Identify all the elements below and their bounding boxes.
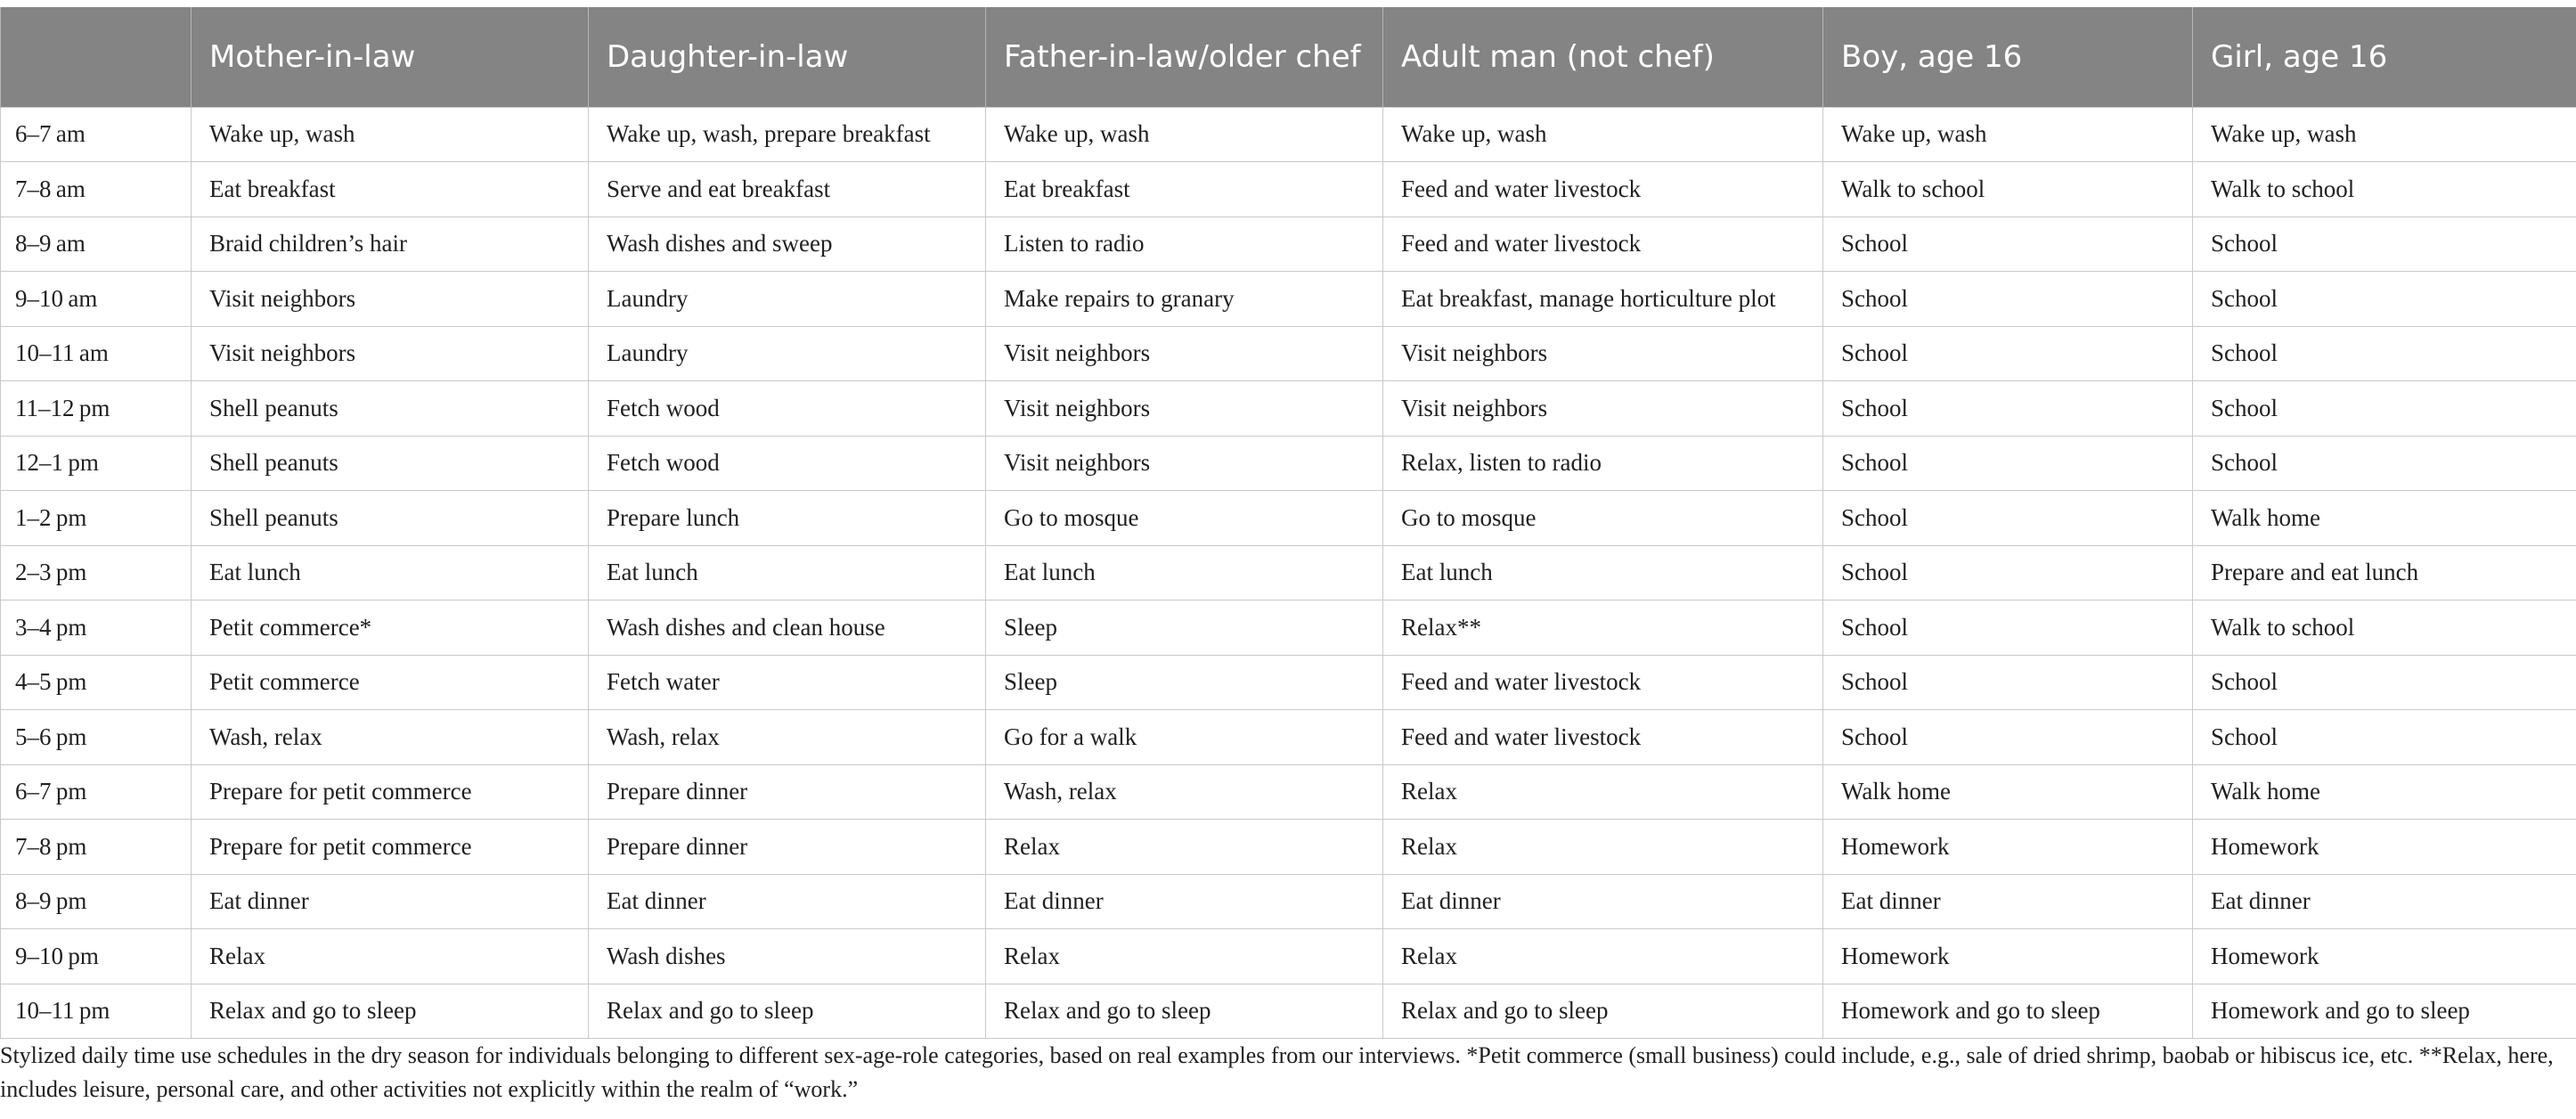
- girl-16-cell: Homework: [2193, 820, 2576, 875]
- girl-16-cell: Eat dinner: [2193, 874, 2576, 929]
- girl-16-cell: Homework and go to sleep: [2193, 984, 2576, 1039]
- daughter-in-law-cell: Prepare lunch: [589, 491, 986, 546]
- time-slot-cell: 9–10 am: [1, 272, 192, 327]
- daughter-in-law-cell: Laundry: [589, 326, 986, 381]
- adult-man-cell: Relax: [1383, 929, 1823, 984]
- daughter-in-law-cell: Prepare dinner: [589, 764, 986, 820]
- girl-16-cell: School: [2193, 216, 2576, 272]
- adult-man-cell: Visit neighbors: [1383, 381, 1823, 437]
- daughter-in-law-cell: Fetch wood: [589, 381, 986, 437]
- boy-16-cell: School: [1823, 545, 2193, 600]
- table-row: [1, 984, 2576, 1039]
- header-girl-16: Girl, age 16: [2193, 7, 2576, 107]
- daughter-in-law-cell: Eat dinner: [589, 874, 986, 929]
- time-slot-cell: 8–9 pm: [1, 874, 192, 929]
- mother-in-law-cell: Relax and go to sleep: [192, 984, 589, 1039]
- time-slot-cell: 10–11 am: [1, 326, 192, 381]
- boy-16-cell: School: [1823, 436, 2193, 491]
- header-mother-in-law: Mother-in-law: [192, 7, 589, 107]
- table-row: [1, 107, 2576, 162]
- father-in-law-cell: Sleep: [986, 655, 1383, 710]
- father-in-law-cell: Visit neighbors: [986, 436, 1383, 491]
- girl-16-cell: Wake up, wash: [2193, 107, 2576, 162]
- table-row: [1, 491, 2576, 546]
- mother-in-law-cell: Shell peanuts: [192, 491, 589, 546]
- mother-in-law-cell: Braid children’s hair: [192, 216, 589, 272]
- adult-man-cell: Relax, listen to radio: [1383, 436, 1823, 491]
- father-in-law-cell: Go to mosque: [986, 491, 1383, 546]
- mother-in-law-cell: Visit neighbors: [192, 272, 589, 327]
- mother-in-law-cell: Prepare for petit commerce: [192, 764, 589, 820]
- girl-16-cell: Walk home: [2193, 491, 2576, 546]
- time-slot-cell: 7–8 pm: [1, 820, 192, 875]
- boy-16-cell: Homework: [1823, 820, 2193, 875]
- table-row: [1, 820, 2576, 875]
- girl-16-cell: Walk home: [2193, 764, 2576, 820]
- table-row: [1, 764, 2576, 820]
- time-slot-cell: 12–1 pm: [1, 436, 192, 491]
- mother-in-law-cell: Shell peanuts: [192, 436, 589, 491]
- table-row: [1, 381, 2576, 437]
- mother-in-law-cell: Eat breakfast: [192, 162, 589, 217]
- girl-16-cell: Prepare and eat lunch: [2193, 545, 2576, 600]
- daughter-in-law-cell: Serve and eat breakfast: [589, 162, 986, 217]
- father-in-law-cell: Wash, relax: [986, 764, 1383, 820]
- father-in-law-cell: Sleep: [986, 600, 1383, 656]
- mother-in-law-cell: Eat dinner: [192, 874, 589, 929]
- boy-16-cell: School: [1823, 710, 2193, 765]
- table-row: [1, 436, 2576, 491]
- boy-16-cell: School: [1823, 272, 2193, 327]
- boy-16-cell: School: [1823, 655, 2193, 710]
- table-row: [1, 655, 2576, 710]
- father-in-law-cell: Relax and go to sleep: [986, 984, 1383, 1039]
- header-father-in-law: Father-in-law/older chef: [986, 7, 1383, 107]
- father-in-law-cell: Go for a walk: [986, 710, 1383, 765]
- father-in-law-cell: Listen to radio: [986, 216, 1383, 272]
- mother-in-law-cell: Prepare for petit commerce: [192, 820, 589, 875]
- table-row: [1, 272, 2576, 327]
- adult-man-cell: Feed and water livestock: [1383, 216, 1823, 272]
- girl-16-cell: School: [2193, 272, 2576, 327]
- adult-man-cell: Eat breakfast, manage horticulture plot: [1383, 272, 1823, 327]
- boy-16-cell: Homework: [1823, 929, 2193, 984]
- table-row: [1, 162, 2576, 217]
- header-adult-man: Adult man (not chef): [1383, 7, 1823, 107]
- father-in-law-cell: Relax: [986, 929, 1383, 984]
- girl-16-cell: School: [2193, 655, 2576, 710]
- time-use-table: [0, 7, 2576, 1039]
- girl-16-cell: Walk to school: [2193, 600, 2576, 656]
- adult-man-cell: Feed and water livestock: [1383, 655, 1823, 710]
- girl-16-cell: School: [2193, 381, 2576, 437]
- girl-16-cell: School: [2193, 326, 2576, 381]
- adult-man-cell: Relax**: [1383, 600, 1823, 656]
- time-slot-cell: 5–6 pm: [1, 710, 192, 765]
- time-slot-cell: 9–10 pm: [1, 929, 192, 984]
- boy-16-cell: Homework and go to sleep: [1823, 984, 2193, 1039]
- daughter-in-law-cell: Relax and go to sleep: [589, 984, 986, 1039]
- girl-16-cell: School: [2193, 710, 2576, 765]
- daughter-in-law-cell: Wake up, wash, prepare breakfast: [589, 107, 986, 162]
- boy-16-cell: Eat dinner: [1823, 874, 2193, 929]
- table-header-row: [1, 7, 2576, 107]
- daughter-in-law-cell: Wash, relax: [589, 710, 986, 765]
- table-body: [1, 107, 2576, 1039]
- time-slot-cell: 6–7 pm: [1, 764, 192, 820]
- table-row: [1, 216, 2576, 272]
- mother-in-law-cell: Wake up, wash: [192, 107, 589, 162]
- daughter-in-law-cell: Eat lunch: [589, 545, 986, 600]
- father-in-law-cell: Eat breakfast: [986, 162, 1383, 217]
- adult-man-cell: Relax: [1383, 820, 1823, 875]
- girl-16-cell: Homework: [2193, 929, 2576, 984]
- daughter-in-law-cell: Wash dishes: [589, 929, 986, 984]
- time-slot-cell: 11–12 pm: [1, 381, 192, 437]
- header-time-column: [1, 7, 192, 107]
- girl-16-cell: School: [2193, 436, 2576, 491]
- boy-16-cell: School: [1823, 326, 2193, 381]
- mother-in-law-cell: Shell peanuts: [192, 381, 589, 437]
- daughter-in-law-cell: Wash dishes and sweep: [589, 216, 986, 272]
- time-slot-cell: 10–11 pm: [1, 984, 192, 1039]
- father-in-law-cell: Visit neighbors: [986, 381, 1383, 437]
- header-daughter-in-law: Daughter-in-law: [589, 7, 986, 107]
- time-slot-cell: 4–5 pm: [1, 655, 192, 710]
- table-row: [1, 929, 2576, 984]
- adult-man-cell: Feed and water livestock: [1383, 710, 1823, 765]
- father-in-law-cell: Make repairs to granary: [986, 272, 1383, 327]
- daughter-in-law-cell: Laundry: [589, 272, 986, 327]
- time-slot-cell: 2–3 pm: [1, 545, 192, 600]
- adult-man-cell: Relax and go to sleep: [1383, 984, 1823, 1039]
- time-slot-cell: 3–4 pm: [1, 600, 192, 656]
- mother-in-law-cell: Wash, relax: [192, 710, 589, 765]
- father-in-law-cell: Wake up, wash: [986, 107, 1383, 162]
- adult-man-cell: Visit neighbors: [1383, 326, 1823, 381]
- daughter-in-law-cell: Fetch water: [589, 655, 986, 710]
- table-row: [1, 600, 2576, 656]
- boy-16-cell: School: [1823, 600, 2193, 656]
- time-slot-cell: 7–8 am: [1, 162, 192, 217]
- boy-16-cell: School: [1823, 381, 2193, 437]
- father-in-law-cell: Eat lunch: [986, 545, 1383, 600]
- adult-man-cell: Feed and water livestock: [1383, 162, 1823, 217]
- header-boy-16: Boy, age 16: [1823, 7, 2193, 107]
- father-in-law-cell: Relax: [986, 820, 1383, 875]
- boy-16-cell: Walk home: [1823, 764, 2193, 820]
- adult-man-cell: Eat dinner: [1383, 874, 1823, 929]
- adult-man-cell: Eat lunch: [1383, 545, 1823, 600]
- time-slot-cell: 6–7 am: [1, 107, 192, 162]
- table-row: [1, 710, 2576, 765]
- adult-man-cell: Wake up, wash: [1383, 107, 1823, 162]
- adult-man-cell: Go to mosque: [1383, 491, 1823, 546]
- time-slot-cell: 1–2 pm: [1, 491, 192, 546]
- mother-in-law-cell: Visit neighbors: [192, 326, 589, 381]
- mother-in-law-cell: Eat lunch: [192, 545, 589, 600]
- mother-in-law-cell: Petit commerce*: [192, 600, 589, 656]
- time-slot-cell: 8–9 am: [1, 216, 192, 272]
- daughter-in-law-cell: Prepare dinner: [589, 820, 986, 875]
- table-row: [1, 874, 2576, 929]
- table-caption: Stylized daily time use schedules in the dry season for individuals belonging to different sex-age-role categories, based on real examples from our interviews. *Petit commerce (small business) could include, e.g., sale of dried shrimp, baobab or hibiscus ice, etc. **Relax, here, includes leisure, personal care, and other activities not explicitly within the realm of “work.”: [0, 1042, 2554, 1102]
- mother-in-law-cell: Relax: [192, 929, 589, 984]
- table-row: [1, 326, 2576, 381]
- adult-man-cell: Relax: [1383, 764, 1823, 820]
- boy-16-cell: Walk to school: [1823, 162, 2193, 217]
- boy-16-cell: School: [1823, 216, 2193, 272]
- mother-in-law-cell: Petit commerce: [192, 655, 589, 710]
- daughter-in-law-cell: Fetch wood: [589, 436, 986, 491]
- father-in-law-cell: Visit neighbors: [986, 326, 1383, 381]
- father-in-law-cell: Eat dinner: [986, 874, 1383, 929]
- table-row: [1, 545, 2576, 600]
- daughter-in-law-cell: Wash dishes and clean house: [589, 600, 986, 656]
- girl-16-cell: Walk to school: [2193, 162, 2576, 217]
- boy-16-cell: School: [1823, 491, 2193, 546]
- boy-16-cell: Wake up, wash: [1823, 107, 2193, 162]
